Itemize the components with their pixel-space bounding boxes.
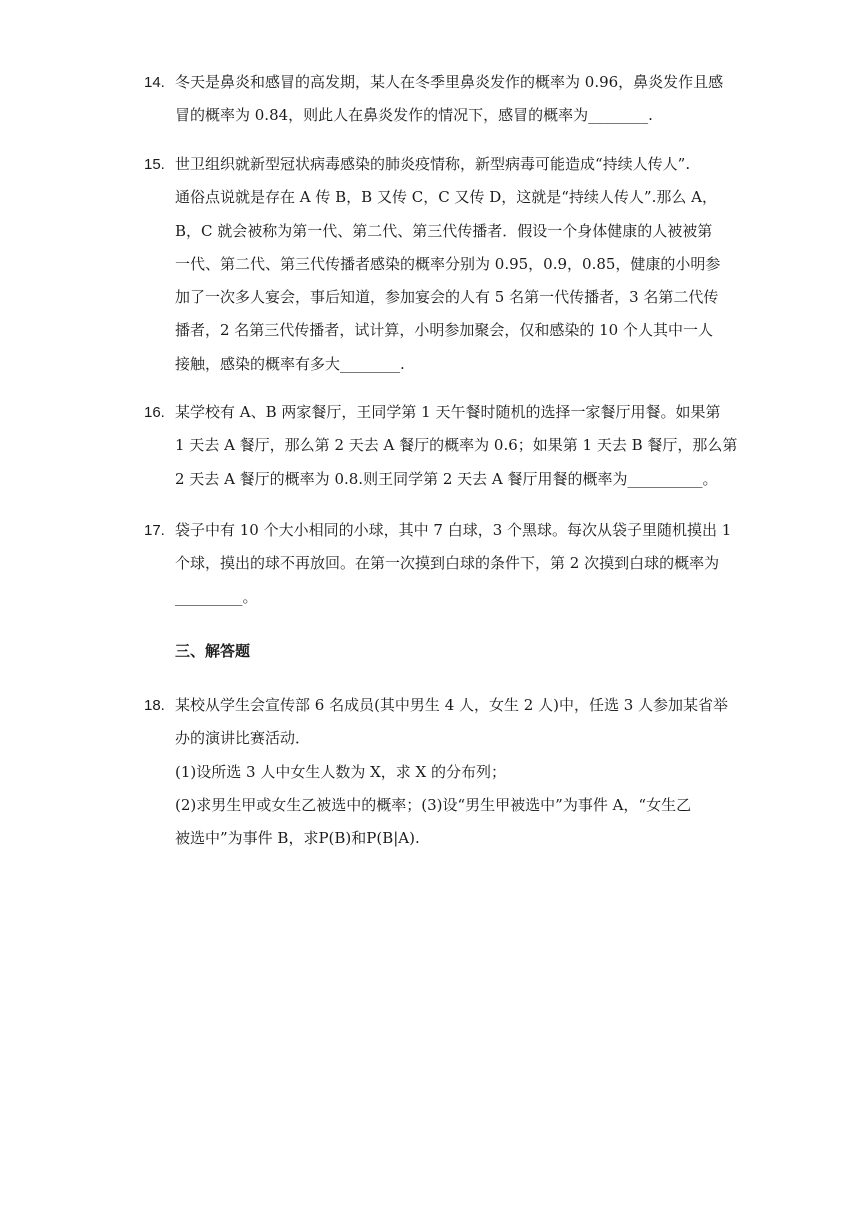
problem-line: 通俗点说就是存在 A 传 B，B 又传 C，C 又传 D，这就是“持续人传人”.那么 A， bbox=[175, 188, 717, 207]
problem-line: 个球，摸出的球不再放回。在第一次摸到白球的条件下，第 2 次摸到白球的概率为 bbox=[175, 554, 720, 573]
problem-line: 一代、第二代、第三代传播者感染的概率分别为 0.95，0.9，0.85，健康的小明参 bbox=[175, 254, 721, 273]
problem-number: 14. bbox=[144, 74, 165, 91]
problem-line: 办的演讲比赛活动． bbox=[175, 729, 311, 748]
problem-line: 1 天去 A 餐厅，那么第 2 天去 A 餐厅的概率为 0.6；如果第 1 天去 B 餐厅，那么第 bbox=[175, 436, 738, 455]
problem-line: (1)设所选 3 人中女生人数为 X，求 X 的分布列； bbox=[175, 762, 506, 781]
problem-line: 冬天是鼻炎和感冒的高发期，某人在冬季里鼻炎发作的概率为 0.96，鼻炎发作且感 bbox=[175, 73, 724, 91]
problem-line: 某学校有 A、B 两家餐厅，王同学第 1 天午餐时随机的选择一家餐厅用餐。如果第 bbox=[175, 403, 721, 421]
problem-text bbox=[175, 514, 732, 614]
problem-line: 世卫组织就新型冠状病毒感染的肺炎疫情称，新型病毒可能造成“持续人传人”. bbox=[175, 155, 691, 173]
problem-number: 16. bbox=[144, 404, 165, 421]
problem-line: 某校从学生会宣传部 6 名成员(其中男生 4 人，女生 2 人)中，任选 3 人参加某省举 bbox=[175, 696, 729, 714]
problem-number: 18. bbox=[144, 697, 165, 714]
problem-15 bbox=[144, 148, 719, 381]
problem-line: 加了一次多人宴会，事后知道，参加宴会的人有 5 名第一代传播者，3 名第二代传 bbox=[175, 288, 719, 307]
problem-line: B，C 就会被称为第一代、第二代、第三代传播者．假设一个身体健康的人被被第 bbox=[175, 221, 713, 240]
section-heading: 三、解答题 bbox=[175, 643, 251, 660]
problem-line: _________。 bbox=[175, 587, 258, 606]
problem-14 bbox=[144, 66, 724, 133]
problem-18 bbox=[144, 689, 729, 855]
problem-number: 17. bbox=[144, 522, 165, 539]
problem-line: 2 天去 A 餐厅的概率为 0.8.则王同学第 2 天去 A 餐厅用餐的概率为__________。 bbox=[175, 469, 718, 488]
problem-line: 播者，2 名第三代传播者，试计算，小明参加聚会，仅和感染的 10 个人其中一人 bbox=[175, 321, 713, 340]
problem-line: (2)求男生甲或女生乙被选中的概率；(3)设“男生甲被选中”为事件 A，“女生乙 bbox=[175, 795, 692, 814]
problem-text bbox=[175, 689, 729, 855]
problem-line: 接触，感染的概率有多大________. bbox=[175, 354, 405, 373]
problem-line: 袋子中有 10 个大小相同的小球，其中 7 白球，3 个黑球。每次从袋子里随机摸出 1 bbox=[175, 521, 732, 539]
problem-text bbox=[175, 396, 738, 496]
problem-text bbox=[175, 148, 719, 381]
problem-16 bbox=[144, 396, 738, 496]
problem-text bbox=[175, 66, 724, 133]
problem-line: 被选中”为事件 B，求P(B)和P(B|A). bbox=[175, 829, 420, 848]
problem-line: 冒的概率为 0.84，则此人在鼻炎发作的情况下，感冒的概率为________. bbox=[175, 106, 653, 125]
problem-number: 15. bbox=[144, 156, 165, 173]
problem-17 bbox=[144, 514, 732, 614]
